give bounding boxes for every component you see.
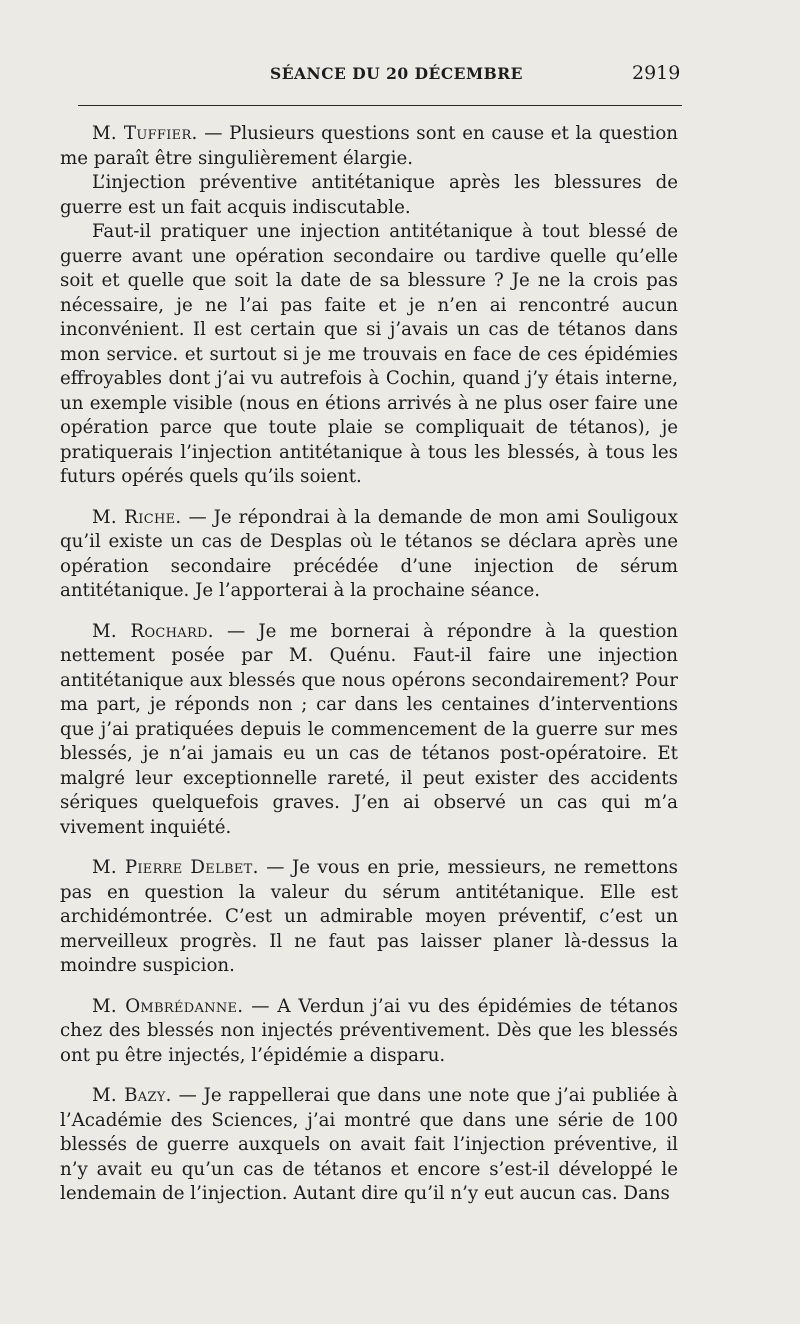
paragraph-bazy <box>60 1084 678 1207</box>
page-body <box>60 122 678 1207</box>
paragraph-text: — Je rappellerai que dans une note que j’ai publiée à l’Académie des Sciences, j’ai montré que dans une série de 100 blessés de guerre auxquels on avait fait l’injection préventive, il n’y avait eu qu’un cas de tétanos et encore s’est-il développé le lendemain de l’injection. Autant dire qu’il n’y eut aucun cas. Dans <box>60 1085 678 1204</box>
paragraph-text: L’injection préventive antitétanique après les blessures de guerre est un fait acquis indiscutable. <box>60 172 678 218</box>
speaker-name: M. Rochard. <box>92 620 214 642</box>
page-number: 2919 <box>632 62 681 84</box>
speaker-name: M. Bazy. <box>92 1085 172 1106</box>
speaker-name: M. Tuffier. <box>92 123 198 144</box>
running-title: SÉANCE DU 20 DÉCEMBRE <box>270 64 523 83</box>
paragraph-riche <box>60 506 678 604</box>
paragraph-text: Faut-il pratiquer une injection antitétanique à tout blessé de guerre avant une opération secondaire ou tardive quelle qu’elle soit et quelle que soit la date de sa blessure ? Je ne la crois pas nécessaire, je ne l’ai pas faite et je n’en ai rencontré aucun inconvénient. Il est certain que si j’avais un cas de tétanos dans mon service. et surtout si je me trouvais en face de ces épidémies effroyables dont j’ai vu autrefois à Cochin, quand j’y étais interne, un exemple visible (nous en étions arrivés à ne plus oser faire une opération parce que toute plaie se compliquait de tétanos), je pratiquerais l’injection antitétanique à tous les blessés, à tous les futurs opérés quels qu’ils soient. <box>60 221 678 487</box>
paragraph-text: — Je vous en prie, messieurs, ne remettons pas en question la valeur du sérum antitétanique. Elle est archidémontrée. C’est un admirable moyen préventif, c’est un merveilleux progrès. Il ne faut pas laisser planer là-dessus la moindre suspicion. <box>60 857 678 976</box>
paragraph-text: — Plusieurs questions sont en cause et la question me paraît être singulièrement élargie. <box>60 123 678 169</box>
speaker-name: M. Riche. <box>92 506 182 528</box>
paragraph-tuffier-1 <box>60 122 678 171</box>
page-header <box>0 60 800 90</box>
paragraph-rochard <box>60 620 678 841</box>
speaker-name: M. Pierre Delbet. <box>92 857 259 878</box>
header-rule <box>78 105 682 106</box>
paragraph-text: — Je me bornerai à répondre à la question nettement posée par M. Quénu. Faut-il faire une injection antitétanique aux blessés que nous opérons secondairement? Pour ma part, je réponds non ; car dans les centaines d’interventions que j’ai pratiquées depuis le commencement de la guerre sur mes blessés, je n’ai jamais eu un cas de tétanos post-opératoire. Et malgré leur exceptionnelle rareté, il peut exister des accidents sériques quelquefois graves. J’en ai observé un cas qui m’a vivement inquiété. <box>60 620 678 838</box>
paragraph-tuffier-2 <box>60 171 678 220</box>
paragraph-delbet <box>60 856 678 979</box>
paragraph-text: — Je répondrai à la demande de mon ami Souligoux qu’il existe un cas de Desplas où le tétanos se déclara après une opération secondaire précédée d’une injection de sérum antitétanique. Je l’apporterai à la prochaine séance. <box>60 506 678 601</box>
speaker-name: M. Ombrédanne. <box>92 995 244 1017</box>
paragraph-text: — A Verdun j’ai vu des épidémies de tétanos chez des blessés non injectés préventivement. Dès que les blessés ont pu être injectés, l’épidémie a disparu. <box>60 995 678 1066</box>
paragraph-tuffier-3 <box>60 220 678 490</box>
paragraph-ombredanne <box>60 995 678 1069</box>
